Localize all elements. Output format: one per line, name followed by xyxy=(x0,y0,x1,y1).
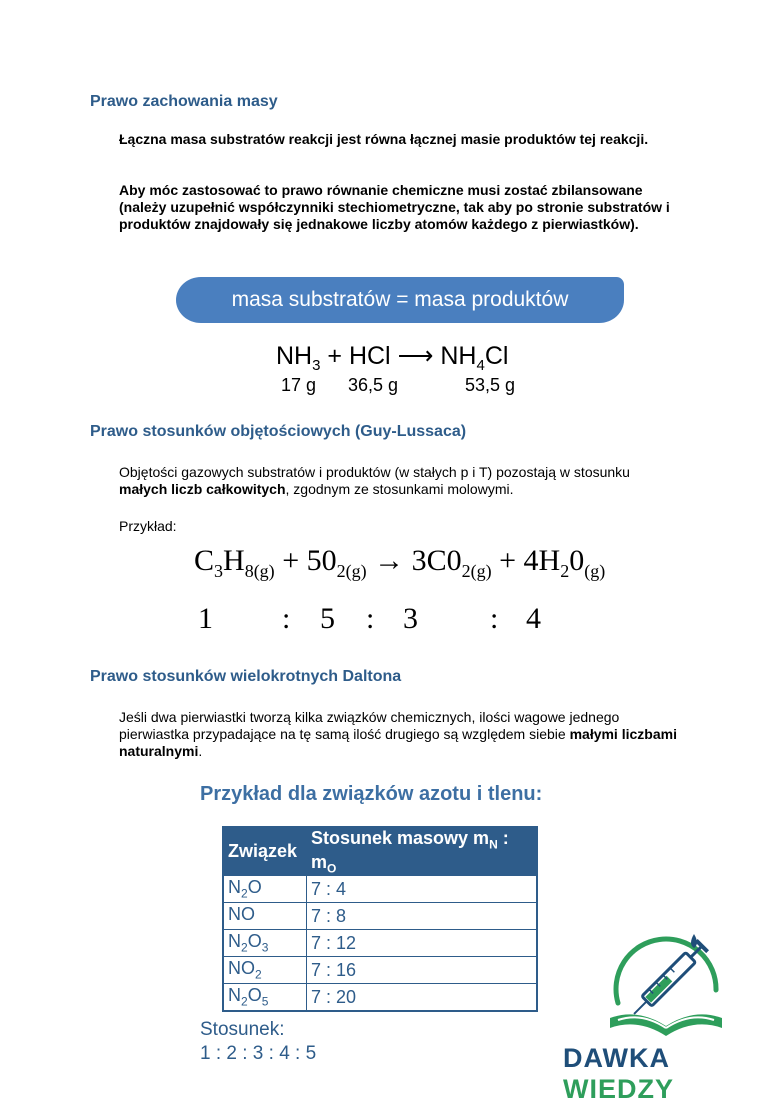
header-compound: Związek xyxy=(223,827,307,876)
cell-formula xyxy=(223,957,307,984)
cell-ratio: 7 : 12 xyxy=(307,930,538,957)
f-sub: 2 xyxy=(241,886,248,901)
cell-formula xyxy=(223,984,307,1012)
eq-sub: 4 xyxy=(476,357,485,374)
volume-ratio-sep: : xyxy=(366,602,375,635)
cell-ratio: 7 : 8 xyxy=(307,903,538,930)
paragraph-mass-law: Łączna masa substratów reakcji jest równa łącznej masie produktów tej reakcji. xyxy=(119,131,649,147)
eq-term: + 50 xyxy=(282,544,337,577)
eq-nh3: NH xyxy=(276,342,313,370)
table-header-row xyxy=(223,827,537,876)
cell-formula xyxy=(223,903,307,930)
f-main: NO xyxy=(228,958,255,979)
eq-term: 3C0 xyxy=(411,544,462,577)
nitrogen-oxides-table xyxy=(222,826,538,1012)
eq-sub: 2(g) xyxy=(461,561,492,581)
reaction-arrow-icon: ⟶ xyxy=(397,342,434,370)
nitrogen-oxides-example-title: Przykład dla związków azotu i tlenu: xyxy=(200,783,543,805)
f-main: N xyxy=(228,931,241,952)
text-run: Jeśli dwa pierwiastki tworzą kilka związków chemicznych, ilości wagowe jednego pierwiastka przypadające na tę samą ilość drugiego są względem siebie xyxy=(119,709,620,742)
text-run: , zgodnym ze stosunkami molowymi. xyxy=(285,481,514,497)
section-heading-mass-conservation: Prawo zachowania masy xyxy=(90,93,278,110)
volume-ratio-sep: : xyxy=(490,602,499,635)
f-sub: 2 xyxy=(255,967,262,982)
paragraph-balancing: Aby móc zastosować to prawo równanie chemiczne musi zostać zbilansowane (należy uzupełnić współczynniki stechiometryczne, tak aby po stronie substratów i produktów znajdowały się jednakowe liczby atomów każdego z pierwiastków). xyxy=(119,182,670,232)
cell-ratio: 7 : 20 xyxy=(307,984,538,1012)
table-row xyxy=(223,876,537,903)
eq-sub: 2(g) xyxy=(336,561,367,581)
f-main: N xyxy=(228,985,241,1006)
eq-sub: 3 xyxy=(214,561,224,581)
f-sub: 2 xyxy=(241,994,248,1009)
cell-formula xyxy=(223,876,307,903)
f-sub: 2 xyxy=(241,940,248,955)
header-mass-ratio xyxy=(307,827,538,876)
text-run: Objętości gazowych substratów i produktów (w stałych p i T) pozostają w stosunku xyxy=(119,464,630,480)
cell-ratio: 7 : 4 xyxy=(307,876,538,903)
volume-ratio-4: 4 xyxy=(526,602,541,635)
logo-word-green: WIEDZY xyxy=(563,1074,674,1104)
eq-term: C xyxy=(194,544,215,577)
eq-term: H xyxy=(223,544,245,577)
eq-term: + 4H xyxy=(499,544,561,577)
table-row xyxy=(223,957,537,984)
syringe-book-icon xyxy=(598,928,748,1043)
f-tail: O xyxy=(247,985,262,1006)
table-row xyxy=(223,903,537,930)
table-row xyxy=(223,930,537,957)
f-tail: O xyxy=(247,931,262,952)
mass-hcl: 36,5 g xyxy=(348,375,399,395)
brand-logo-text xyxy=(563,1043,768,1105)
eq-sub: (g) xyxy=(584,561,606,581)
eq-sub: 2 xyxy=(560,561,570,581)
eq-sub: 3 xyxy=(312,357,321,374)
volume-ratio-2: 5 xyxy=(320,602,335,635)
mass-nh3: 17 g xyxy=(281,375,317,395)
cell-ratio: 7 : 16 xyxy=(307,957,538,984)
propane-combustion-equation xyxy=(194,544,605,582)
eq-nh4cl: NH xyxy=(440,342,477,370)
f-sub: 5 xyxy=(261,994,269,1009)
eq-tail: Cl xyxy=(484,342,509,370)
f-sub: 3 xyxy=(261,940,269,955)
volume-ratio-3: 3 xyxy=(403,602,418,635)
cell-formula xyxy=(223,930,307,957)
header-sub: O xyxy=(327,861,337,876)
ratio-label: Stosunek: xyxy=(200,1019,285,1040)
section-heading-gay-lussac: Prawo stosunków objętościowych (Guy-Lussaca) xyxy=(90,423,467,440)
text-bold: małymi liczbami naturalnymi xyxy=(119,726,677,759)
mass-equality-banner: masa substratów = masa produktów xyxy=(176,277,624,323)
header-sub: N xyxy=(489,837,498,852)
mass-nh4cl: 53,5 g xyxy=(465,375,516,395)
ratio-value: 1 : 2 : 3 : 4 : 5 xyxy=(200,1043,317,1064)
f-main: NO xyxy=(228,904,255,925)
ammonia-reaction-equation xyxy=(276,341,508,374)
f-tail: O xyxy=(247,877,262,898)
reaction-arrow-icon: → xyxy=(374,544,405,577)
text-run: . xyxy=(198,743,203,759)
f-main: N xyxy=(228,877,241,898)
eq-term: 0 xyxy=(569,544,585,577)
example-label: Przykład: xyxy=(119,518,177,534)
section-heading-dalton: Prawo stosunków wielokrotnych Daltona xyxy=(90,668,402,685)
text-bold: małych liczb całkowitych xyxy=(119,481,286,497)
paragraph-dalton-law xyxy=(119,709,684,760)
eq-hcl: + HCl xyxy=(327,342,391,370)
eq-sub: 8(g) xyxy=(244,561,275,581)
volume-ratio-1: 1 xyxy=(198,602,213,635)
header-text: : m xyxy=(311,828,509,872)
paragraph-volume-law xyxy=(119,464,659,498)
table-row xyxy=(223,984,537,1012)
header-text: Stosunek masowy m xyxy=(311,828,490,848)
logo-word-dark: DAWKA xyxy=(563,1043,669,1073)
volume-ratio-sep: : xyxy=(282,602,291,635)
